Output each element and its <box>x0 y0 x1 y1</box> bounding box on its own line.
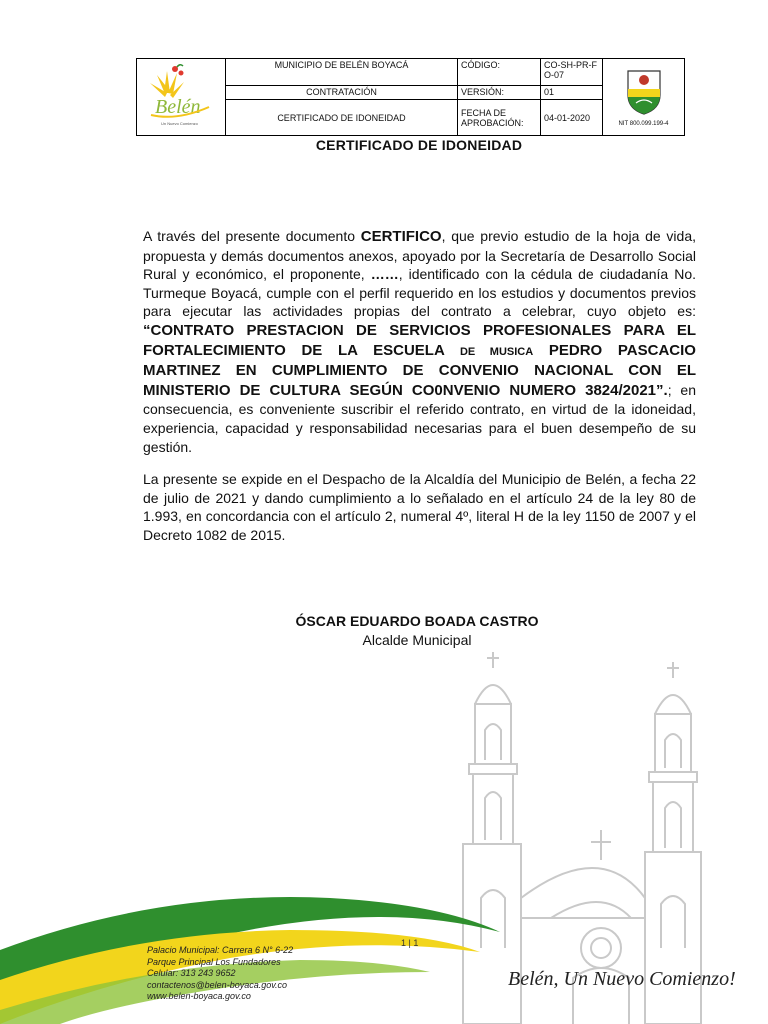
page-number: 1 | 1 <box>401 938 419 948</box>
approval-label: FECHA DE APROBACIÓN: <box>458 100 541 136</box>
document-title: CERTIFICADO DE IDONEIDAD <box>315 137 523 153</box>
contract-object: “CONTRATO PRESTACION DE SERVICIOS PROFESIONALES PARA EL FORTALECIMIENTO DE LA ESCUELA <box>143 321 696 359</box>
area-cell: CONTRATACIÓN <box>226 86 458 100</box>
email-line[interactable]: contactenos@belen-boyaca.gov.co <box>147 979 288 990</box>
signer-name: ÓSCAR EDUARDO BOADA CASTRO <box>295 613 539 629</box>
code-value: CO-SH-PR-FO-07 <box>541 59 603 86</box>
code-label: CÓDIGO: <box>458 59 541 86</box>
slogan: Belén, Un Nuevo Comienzo! <box>508 968 736 990</box>
nit-label: NIT 800.099.199-4 <box>618 120 669 127</box>
shield-cell <box>603 59 685 136</box>
issuance-paragraph: La presente se expide en el Despacho de la Alcaldía del Municipio de Belén, a fecha 22 de julio de 2021 y dando cumplimiento a lo señalado en el artículo 24 de la ley 80 de 1.993, en concordancia con el artículo 2, numeral 4º, literal H de la ley 1150 de 2007 y el Decreto 1082 de 2015. <box>143 471 696 543</box>
svg-text:Un Nuevo Comienzo: Un Nuevo Comienzo <box>161 121 198 126</box>
phone-line: Celular: 313 243 9652 <box>147 968 236 978</box>
contact-info <box>147 945 293 1003</box>
certification-paragraph: A través del presente documento CERTIFICO, que previo estudio de la hoja de vida, propuesta y demás documentos anexos, apoyado por la Secretaría de Desarrollo Social Rural y económico, el proponente, ……, identificado con la cédula de ciudadanía No. Turmeque Boyacá, cumple con el perfil requerido en los estudios y documentos previos para ejecutar las actividades propias del contrato a celebrar, cuyo objeto es: “CONTRATO PRESTACION DE SERVICIOS PROFESIONALES PARA EL FORTALECIMIENTO DE LA ESCUELA DE MUSICA PEDRO PASCACIO MARTINEZ EN CUMPLIMIENTO DE CONVENIO NACIONAL CON EL MINISTERIO DE CULTURA SEGÚN CO0NVENIO NUMERO 3824/2021”.; en consecuencia, es conveniente suscribir el referido contrato, en virtud de la idoneidad, experiencia, capacidad y responsabilidad necesarias para el buen desempeño de su gestión. <box>143 228 697 455</box>
belen-logo <box>137 59 224 133</box>
address-line: Palacio Municipal: Carrera 6 N° 6-22 <box>147 945 294 955</box>
footer-swoosh <box>0 840 768 1024</box>
logo-wordmark: Belén <box>155 96 201 118</box>
document-header-table <box>136 58 685 136</box>
park-line: Parque Principal Los Fundadores <box>147 956 281 967</box>
municipality-cell: MUNICIPIO DE BELÉN BOYACÁ <box>226 59 458 86</box>
approval-value: 04-01-2020 <box>541 100 603 136</box>
version-label: VERSIÓN: <box>458 86 541 100</box>
website-line[interactable]: www.belen-boyaca.gov.co <box>147 991 251 1001</box>
coat-of-arms-icon <box>624 67 664 117</box>
belen-logo-cell <box>137 59 226 136</box>
signer-role: Alcalde Municipal <box>362 632 472 648</box>
version-value: 01 <box>541 86 603 100</box>
document-name-cell: CERTIFICADO DE IDONEIDAD <box>226 100 458 136</box>
